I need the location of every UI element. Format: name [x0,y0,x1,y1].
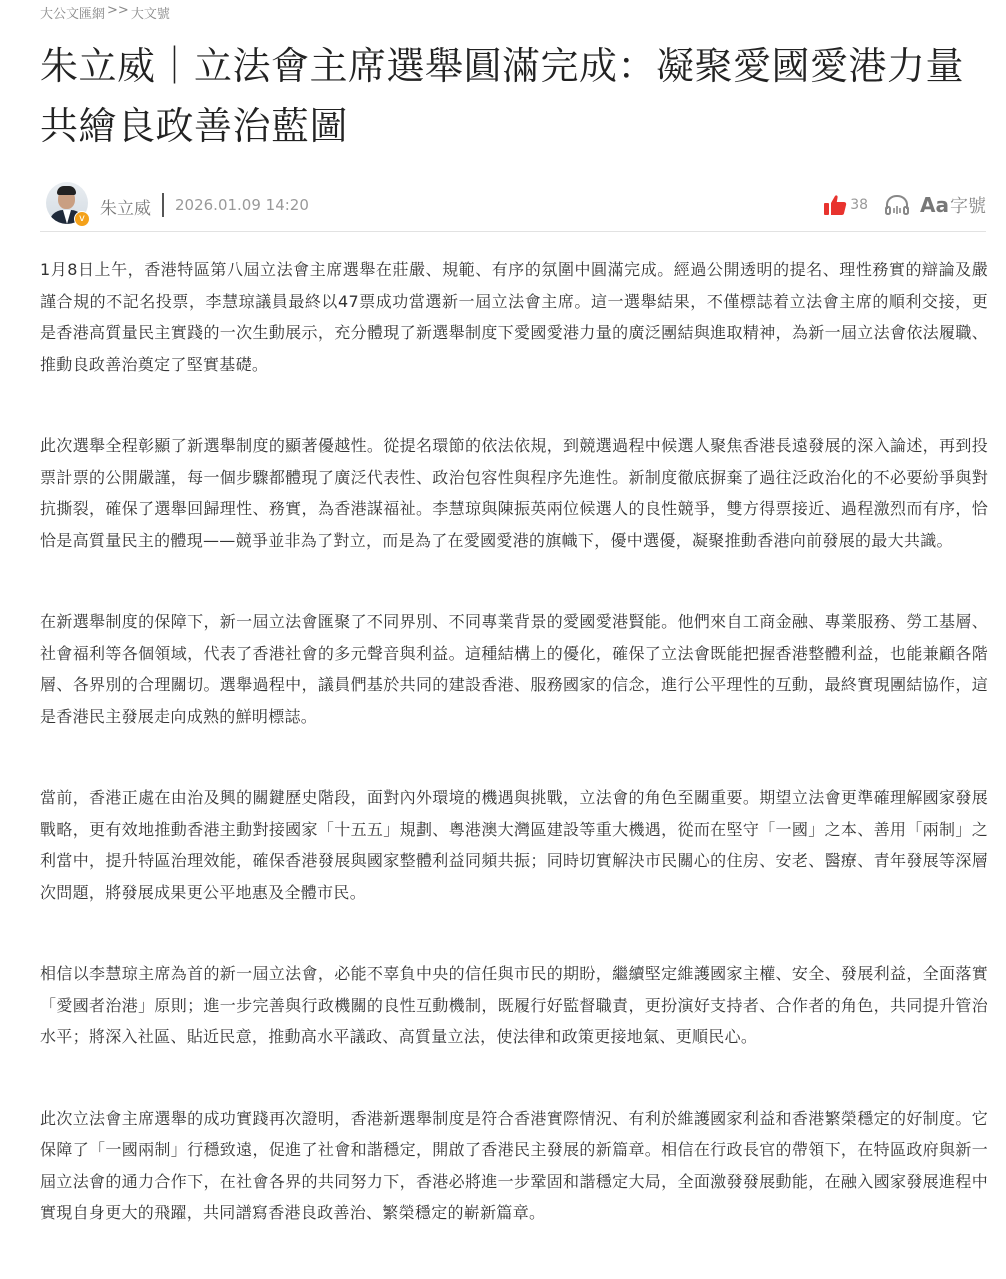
article-paragraph: 此次選舉全程彰顯了新選舉制度的顯著優越性。從提名環節的依法依規，到競選過程中候選人聚焦香港長遠發展的深入論述，再到投票計票的公開嚴謹，每一個步驟都體現了廣泛代表性、政治包容性與程序先進性。新制度徹底摒棄了過往泛政治化的不必要紛爭與對抗撕裂，確保了選舉回歸理性、務實，為香港謀福祉。李慧琼與陳振英兩位候選人的良性競爭，雙方得票接近、過程激烈而有序，恰恰是高質量民主的體現——競爭並非為了對立，而是為了在愛國愛港的旗幟下，優中選優，凝聚推動香港向前發展的最大共識。 [40,436,988,550]
font-size-label: 字號 [950,196,986,217]
author-name[interactable]: 朱立威 [100,199,151,219]
font-size-button[interactable] [920,192,986,218]
article-paragraph: 當前，香港正處在由治及興的關鍵歷史階段，面對內外環境的機遇與挑戰，立法會的角色至關重要。期望立法會更準確理解國家發展戰略，更有效地推動香港主動對接國家「十五五」規劃、粵港澳大灣區建設等重大機遇，從而在堅守「一國」之本、善用「兩制」之利當中，提升特區治理效能，確保香港發展與國家整體利益同頻共振；同時切實解決市民關心的住房、安老、醫療、青年發展等深層次問題，將發展成果更公平地惠及全體市民。 [40,788,988,902]
like-count: 38 [850,197,869,213]
article-paragraph: 此次立法會主席選舉的成功實踐再次證明，香港新選舉制度是符合香港實際情況、有利於維護國家利益和香港繁榮穩定的好制度。它保障了「一國兩制」行穩致遠，促進了社會和諧穩定，開啟了香港民主發展的新篇章。相信在行政長官的帶領下，在特區政府與新一屆立法會的通力合作下，在社會各界的共同努力下，香港必將進一步鞏固和諧穩定大局，全面激發發展動能，在融入國家發展進程中實現自身更大的飛躍，共同譜寫香港良政善治、繁榮穩定的嶄新篇章。 [40,1108,988,1222]
breadcrumb [40,3,170,22]
listen-button[interactable] [884,194,910,216]
article-paragraph: 在新選舉制度的保障下，新一屆立法會匯聚了不同界別、不同專業背景的愛國愛港賢能。他們來自工商金融、專業服務、勞工基層、社會福利等各個領域，代表了香港社會的多元聲音與利益。這種結構上的優化，確保了立法會既能把握香港整體利益，也能兼顧各階層、各界別的合理關切。選舉過程中，議員們基於共同的建設香港、服務國家的信念，進行公平理性的互動，最終實現團結協作，這是香港民主發展走向成熟的鮮明標誌。 [40,612,988,726]
article-paragraph: 相信以李慧琼主席為首的新一屆立法會，必能不辜負中央的信任與市民的期盼，繼續堅定維護國家主權、安全、發展利益，全面落實「愛國者治港」原則；進一步完善與行政機關的良性互動機制，既履行好監督職責，更扮演好支持者、合作者的角色，共同提升管治水平；將深入社區、貼近民意，推動高水平議政、高質量立法，使法律和政策更接地氣、更順民心。 [40,964,988,1046]
font-size-icon: Aa [920,193,949,217]
thumbs-up-icon [823,194,847,216]
breadcrumb-section-link[interactable]: 大文號 [130,7,170,22]
publish-date: 2026.01.09 14:20 [175,196,309,214]
breadcrumb-home-link[interactable]: 大公文匯網 [40,7,106,22]
breadcrumb-separator: >> [107,3,129,18]
avatar-hair-shape [57,186,76,195]
article-title: 朱立威｜立法會主席選舉圓滿完成：凝聚愛國愛港力量 共繪良政善治藍圖 [40,44,965,148]
article-paragraph: 1月8日上午，香港特區第八屆立法會主席選舉在莊嚴、規範、有序的氛圍中圓滿完成。經過公開透明的提名、理性務實的辯論及嚴謹合規的不記名投票，李慧琼議員最終以47票成功當選新一屆立法會主席。這一選舉結果，不僅標誌着立法會主席的順利交接，更是香港高質量民主實踐的一次生動展示，充分體現了新選舉制度下愛國愛港力量的廣泛團結與進取精神，為新一屆立法會依法履職、推動良政善治奠定了堅實基礎。 [40,260,988,374]
article-meta-bar [40,180,986,232]
article-body [40,254,988,1279]
like-button[interactable] [823,194,868,216]
article-actions [823,190,986,220]
verified-badge-icon: v [74,211,90,227]
headphones-icon [884,194,910,216]
meta-divider [162,193,164,217]
